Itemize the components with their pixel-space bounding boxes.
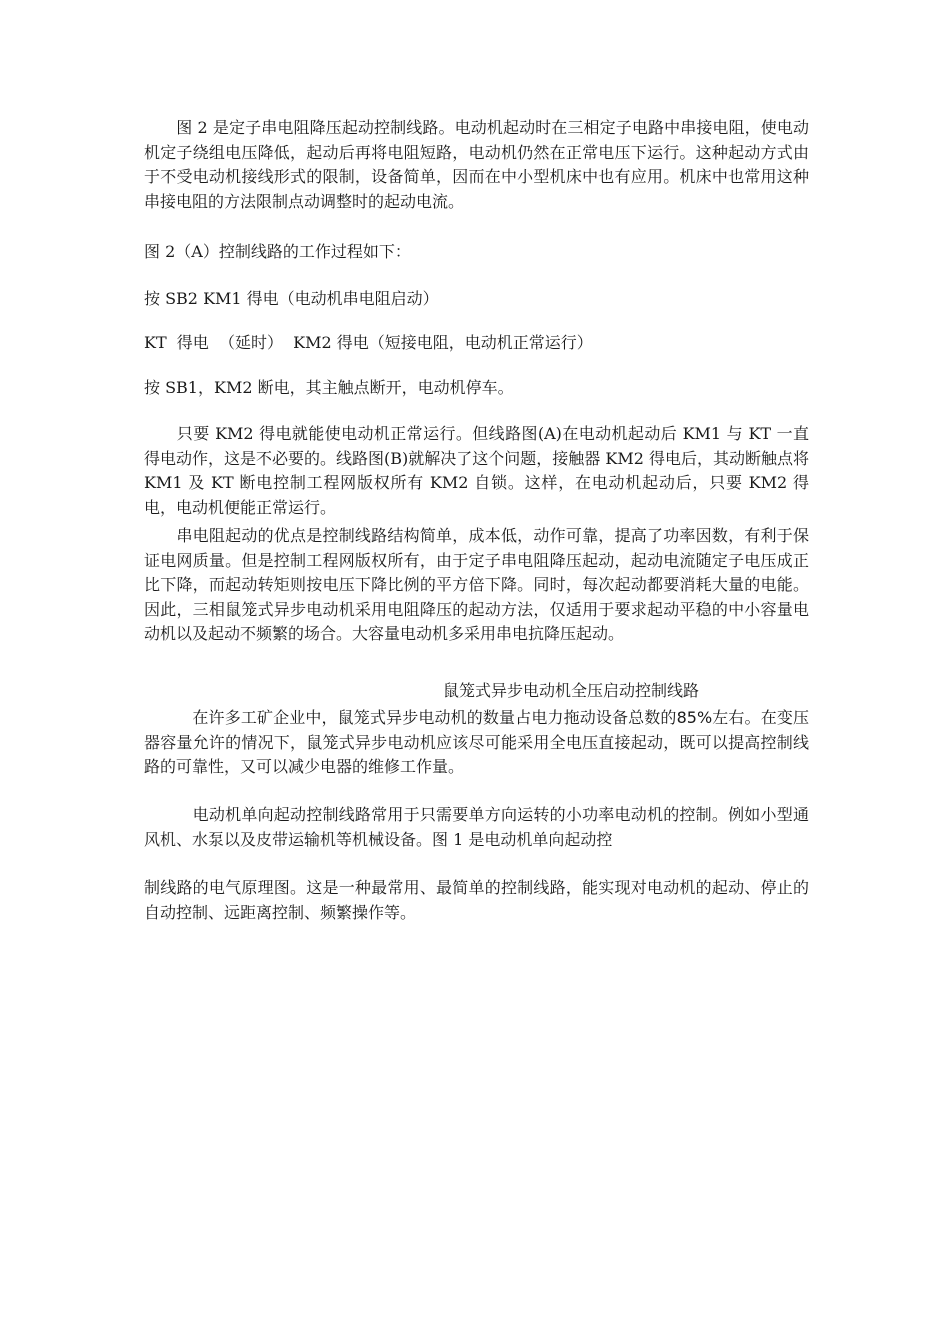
process-step-1: 按 SB2 KM1 得电（电动机串电阻启动） bbox=[144, 289, 439, 308]
analysis-paragraph: 只要 KM2 得电就能使电动机正常运行。但线路图(A)在电动机起动后 KM1 与 KT 一直得电动作，这是不必要的。线路图(B)就解决了这个问题，接触器 KM2 得电后，其动断触点将 KM1 及 KT 断电控制工程网版权所有 KM2 自锁。这样，在电动机起动后，只要 KM2 得电，电动机便能正常运行。 bbox=[144, 424, 809, 517]
advantages-paragraph: 串电阻起动的优点是控制线路结构简单，成本低，动作可靠，提高了功率因数，有利于保证电网质量。但是控制工程网版权所有，由于定子串电阻降压起动，起动电流随定子电压成正比下降，而起动转矩则按电压下降比例的平方倍下降。同时，每次起动都要消耗大量的电能。因此，三相鼠笼式异步电动机采用电阻降压的起动方法，仅适用于要求起动平稳的中小容量电动机以及起动不频繁的场合。大容量电动机多采用串电抗降压起动。 bbox=[144, 526, 809, 643]
section-paragraph-1-part-a: 在许多工矿企业中，鼠笼式异步电动机的数量占电力拖动设备总数的 bbox=[144, 708, 677, 727]
process-title: 图 2（A）控制线路的工作过程如下： bbox=[144, 242, 411, 261]
section-paragraph-1-part-b: 左右。在变压器容量允许的情况下，鼠笼式异步电动机应该尽可能采用全电压直接起动，既可以提高控制线路的可靠性，又可以减少电器的维修工作量。 bbox=[144, 708, 809, 776]
percentage-value: 85% bbox=[676, 708, 713, 727]
section-paragraph-2: 电动机单向起动控制线路常用于只需要单方向运转的小功率电动机的控制。例如小型通风机、水泵以及皮带运输机等机械设备。图 1 是电动机单向起动控 bbox=[144, 805, 809, 849]
section-heading: 鼠笼式异步电动机全压启动控制线路 bbox=[443, 681, 700, 700]
section-paragraph-3: 制线路的电气原理图。这是一种最常用、最简单的控制线路，能实现对电动机的起动、停止的自动控制、远距离控制、频繁操作等。 bbox=[144, 878, 809, 922]
process-step-2: KT 得电 （延时） KM2 得电（短接电阻，电动机正常运行） bbox=[144, 333, 593, 352]
intro-paragraph: 图 2 是定子串电阻降压起动控制线路。电动机起动时在三相定子电路中串接电阻，使电动机定子绕组电压降低，起动后再将电阻短路，电动机仍然在正常电压下运行。这种起动方式由于不受电动机接线形式的限制，设备简单，因而在中小型机床中也有应用。机床中也常用这种串接电阻的方法限制点动调整时的起动电流。 bbox=[144, 118, 809, 211]
section-paragraph-1 bbox=[144, 706, 809, 780]
process-step-3: 按 SB1，KM2 断电，其主触点断开，电动机停车。 bbox=[144, 378, 514, 397]
